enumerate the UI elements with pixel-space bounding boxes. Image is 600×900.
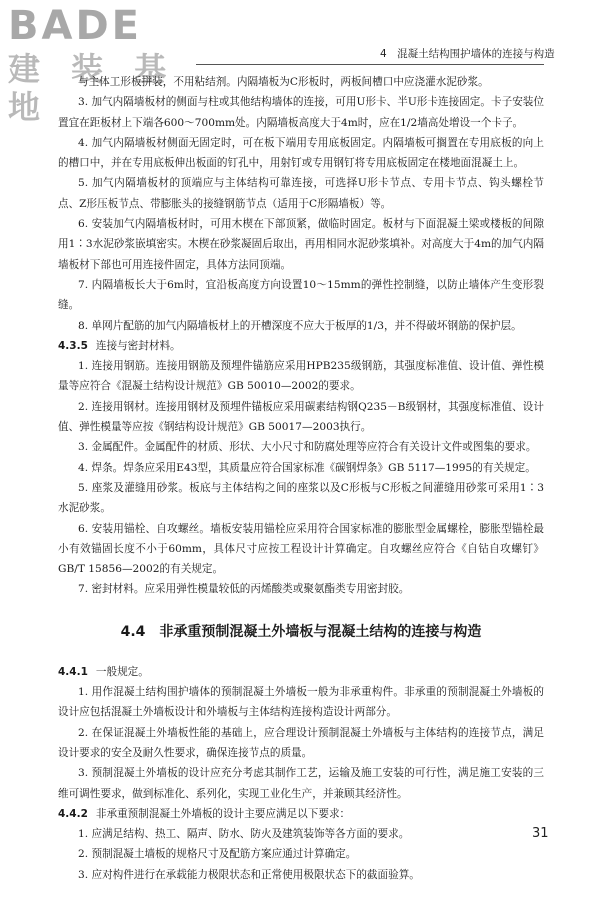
clause-heading xyxy=(58,336,544,356)
paragraph: 7. 密封材料。应采用弹性模量较低的丙烯酸类或聚氨酯类专用密封胶。 xyxy=(78,583,410,596)
paragraph: 5. 加气内隔墙板材的顶端应与主体结构可靠连接，可选择U形卡节点、专用卡节点、钩头螺栓节点、Z形压板节点、带膨胀头的接缝钢筋节点（适用于C形隔墙板）等。 xyxy=(58,177,544,210)
paragraph: 3. 应对构件进行在承载能力极限状态和正常使用极限状态下的截面验算。 xyxy=(78,868,420,881)
paragraph: 8. 单网片配筋的加气内隔墙板材上的开槽深度不应大于板厚的1/3，并不得破坏钢筋的保护层。 xyxy=(78,319,522,332)
logo-chinese-text: 建 装 基 地 xyxy=(8,50,177,126)
paragraph: 3. 金属配件。金属配件的材质、形状、大小尺寸和防腐处理等应符合有关设计文件或图集的要求。 xyxy=(78,441,537,454)
paragraph: 2. 连接用钢材。连接用钢材及预埋件锚板应采用碳素结构钢Q235－B级钢材，其强度标准值、设计值、弹性模量等应按《钢结构设计规范》GB 50017—2003执行。 xyxy=(58,400,544,434)
paragraph: 7. 内隔墙板长大于6m时，宜沿板高度方向设置10～15mm的弹性控制缝，以防止墙体产生变形裂缝。 xyxy=(58,278,544,312)
clause-number: 4.4.2 xyxy=(58,807,88,820)
section-title xyxy=(58,622,544,642)
clause-number: 4.4.1 xyxy=(58,665,88,678)
section-number: 4.4 xyxy=(120,623,146,640)
section-title-text: 非承重预制混凝土外墙板与混凝土结构的连接与构造 xyxy=(159,623,482,640)
paragraph: 3. 加气内隔墙板材的侧面与柱或其他结构墙体的连接，可用U形卡、半U形卡连接固定。卡子安装位置宜在距板材上下端各600～700mm处。内隔墙板高度大于4m时，应在1/2墙高处增设一个卡子。 xyxy=(58,96,544,129)
paragraph: 4. 焊条。焊条应采用E43型，其质量应符合国家标准《碳钢焊条》GB 5117—1995的有关规定。 xyxy=(78,461,536,474)
paragraph: 1. 连接用钢筋。连接用钢筋及预埋件锚筋应采用HPB235级钢筋，其强度标准值、设计值、弹性模量等应符合《混凝土结构设计规范》GB 50010—2002的要求。 xyxy=(58,360,544,393)
paragraph: 6. 安装加气内隔墙板材时，可用木楔在下部顶紧，做临时固定。板材与下面混凝土梁或楼板的间隙用1∶3水泥砂浆嵌填密实。木楔在砂浆凝固后取出，再用相同水泥砂浆填补。对高度大于4m的加气内隔墙板材下部也可用连接件固定，具体方法同顶端。 xyxy=(58,218,544,271)
clause-heading xyxy=(58,804,544,824)
page-number: 31 xyxy=(532,826,549,841)
paragraph: 5. 座浆及灌缝用砂浆。板底与主体结构之间的座浆以及C形板与C形板之间灌缝用砂浆可采用1∶3水泥砂浆。 xyxy=(58,481,544,515)
clause-heading xyxy=(58,662,544,682)
paragraph: 2. 在保证混凝土外墙板性能的基础上，应合理设计预制混凝土外墙板与主体结构的连接节点，满足设计要求的安全及耐久性要求，确保连接节点的质量。 xyxy=(58,726,544,759)
paragraph: 1. 应满足结构、热工、隔声、防水、防火及建筑装饰等各方面的要求。 xyxy=(78,828,410,841)
clause-text: 非承重预制混凝土外墙板的设计主要应满足以下要求： xyxy=(95,807,351,820)
logo-english-text: BADE xyxy=(8,3,142,49)
paragraph: 1. 用作混凝土结构围护墙体的预制混凝土外墙板一般为非承重构件。非承重的预制混凝土外墙板的设计应包括混凝土外墙板设计和外墙板与主体结构连接构造设计两部分。 xyxy=(58,686,544,719)
running-header: 4 混凝土结构围护墙体的连接与构造 xyxy=(380,48,555,60)
header-rule xyxy=(196,64,544,65)
paragraph: 3. 预制混凝土外墙板的设计应充分考虑其制作工艺，运输及施工安装的可行性，满足施工安装的三维可调性要求，做到标准化、系列化，实现工业化生产，并兼顾其经济性。 xyxy=(58,767,544,800)
paragraph: 与主体工形板拼装，不用粘结剂。内隔墙板为C形板时，两板间槽口中应浇灌水泥砂浆。 xyxy=(78,76,489,88)
paragraph: 6. 安装用锚栓、自攻螺丝。墙板安装用锚栓应采用符合国家标准的膨胀型金属螺栓，膨胀型锚栓最小有效锚固长度不小于60mm，具体尺寸应按工程设计计算确定。自攻螺丝应符合《自钻自攻螺钉》GB/T 15856—2002的有关规定。 xyxy=(58,522,544,576)
paragraph: 2. 预制混凝土墙板的规格尺寸及配筋方案应通过计算确定。 xyxy=(78,848,357,861)
clause-text: 一般规定。 xyxy=(95,665,149,678)
clause-text: 连接与密封材料。 xyxy=(95,339,181,352)
clause-number: 4.3.5 xyxy=(58,339,88,352)
paragraph: 4. 加气内隔墙板材侧面无固定时，可在板下端用专用底板固定。内隔墙板可搁置在专用底板的向上的槽口中，并在专用底板伸出板面的钉孔中，用射钉或专用钢钉将专用底板固定在楼地面混凝土上。 xyxy=(58,136,544,170)
page-body xyxy=(58,72,544,885)
